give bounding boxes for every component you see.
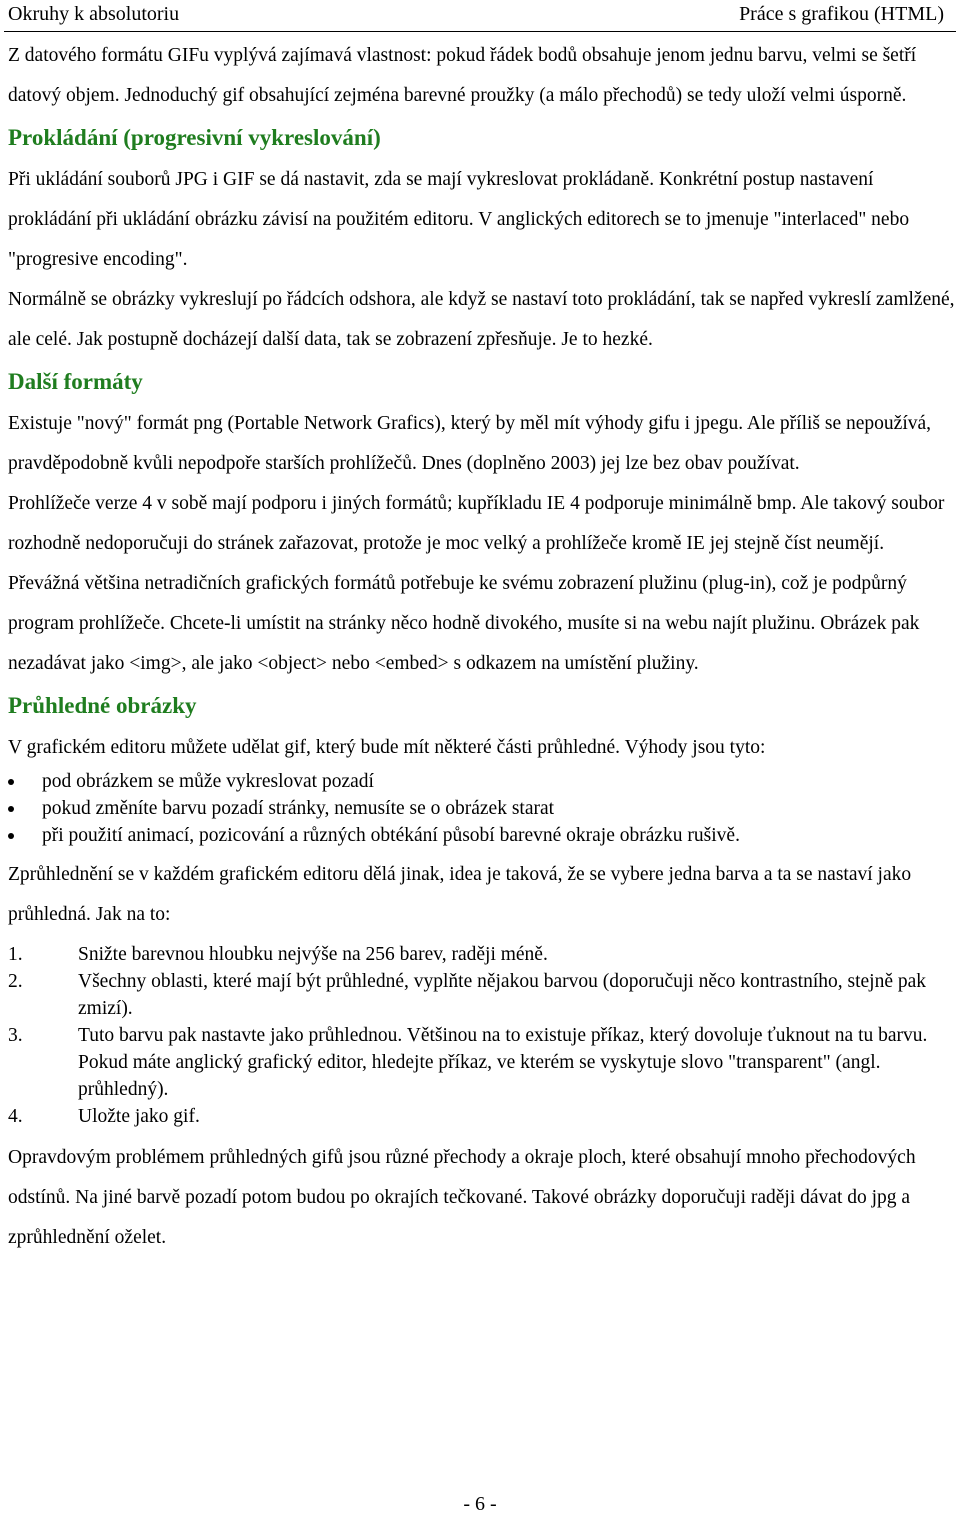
transparent-paragraph-2: Zprůhlednění se v každém grafickém editoru dělá jinak, idea je taková, že se vybere jedna barva a ta se nastaví jako průhledná. Jak na to:	[8, 864, 912, 925]
transparent-paragraph-3: Opravdovým problémem průhledných gifů jsou různé přechody a okraje ploch, které obsahují mnoho přechodových odstínů. Na jiné barvě pozadí potom budou po okrajích tečkované. Takové obrázky doporučuji raději dávat do jpg a zprůhlednění oželet.	[8, 1147, 916, 1248]
section-heading-transparent: Průhledné obrázky	[8, 693, 197, 718]
interlace-paragraph-2: Normálně se obrázky vykreslují po řádcích odshora, ale když se nastaví toto prokládání, tak se napřed vykreslí zamlžené, ale celé. Jak postupně docházejí další data, tak se zobrazení zpřesňuje. Je to hezké.	[8, 289, 955, 350]
bullet-icon	[8, 806, 14, 812]
page-content	[8, 36, 958, 1258]
other-formats-paragraph-1: Existuje "nový" formát png (Portable Network Grafics), který by měl mít výhody gifu i jpegu. Ale příliš se nepoužívá, pravděpodobně kvůli nepodpoře starších prohlížečů. Dnes (doplněno 2003) jej lze bez obav používat.	[8, 413, 932, 474]
header-course-title: Okruhy k absolutoriu	[8, 3, 180, 25]
list-item: pokud změníte barvu pozadí stránky, nemusíte se o obrázek starat	[8, 795, 958, 822]
transparent-paragraph-1: V grafickém editoru můžete udělat gif, který bude mít některé části průhledné. Výhody jsou tyto:	[8, 737, 766, 758]
bullet-icon	[8, 833, 14, 839]
bullet-icon	[8, 779, 14, 785]
header-chapter-title: Práce s grafikou (HTML)	[739, 3, 944, 25]
page-number: - 6 -	[463, 1493, 497, 1515]
other-formats-paragraph-2: Prohlížeče verze 4 v sobě mají podporu i jiných formátů; kupříkladu IE 4 podporuje minimálně bmp. Ale takový soubor rozhodně nedoporučuji do stránek zařazovat, protože je moc velký a prohlížeče kromě IE jej stejně číst neumějí.	[8, 493, 945, 554]
list-item: pod obrázkem se může vykreslovat pozadí	[8, 768, 958, 795]
header-divider	[4, 31, 956, 32]
list-item: při použití animací, pozicování a různých obtékání působí barevné okraje obrázku rušivě.	[8, 822, 958, 849]
section-heading-other-formats: Další formáty	[8, 369, 143, 394]
advantages-list	[8, 768, 958, 849]
intro-paragraph: Z datového formátu GIFu vyplývá zajímavá vlastnost: pokud řádek bodů obsahuje jenom jednu barvu, velmi se šetří datový objem. Jednoduchý gif obsahující zejména barevné proužky (a málo přechodů) se tedy uloží velmi úsporně.	[8, 45, 917, 106]
page-header	[0, 0, 960, 32]
list-item: 3. Tuto barvu pak nastavte jako průhlednou. Většinou na to existuje příkaz, který dovoluje ťuknout na tu barvu. Pokud máte anglický grafický editor, hledejte příkaz, ve kterém se vyskytuje slovo "transparent" (angl. průhledný).	[8, 1025, 928, 1100]
list-item: 1. Snižte barevnou hloubku nejvýše na 256 barev, raději méně.	[8, 944, 548, 965]
section-heading-interlace: Prokládání (progresivní vykreslování)	[8, 125, 381, 150]
steps-list	[8, 941, 958, 1130]
other-formats-paragraph-3: Převážná většina netradičních grafických formátů potřebuje ke svému zobrazení plužinu (plug-in), což je podpůrný program prohlížeče. Chcete-li umístit na stránky něco hodně divokého, musíte si na webu najít plužinu. Obrázek pak nezadávat jako <img>, ale jako <object> nebo <embed> s odkazem na umístění plužiny.	[8, 573, 920, 674]
interlace-paragraph-1: Při ukládání souborů JPG i GIF se dá nastavit, zda se mají vykreslovat prokládaně. Konkrétní postup nastavení prokládání při ukládání obrázku závisí na použitém editoru. V anglických editorech se to jmenuje "interlaced" nebo "progresive encoding".	[8, 169, 910, 270]
list-item: 2. Všechny oblasti, které mají být průhledné, vyplňte nějakou barvou (doporučuji něco kontrastního, stejně pak zmizí).	[8, 971, 927, 1019]
list-item: 4. Uložte jako gif.	[8, 1106, 200, 1127]
